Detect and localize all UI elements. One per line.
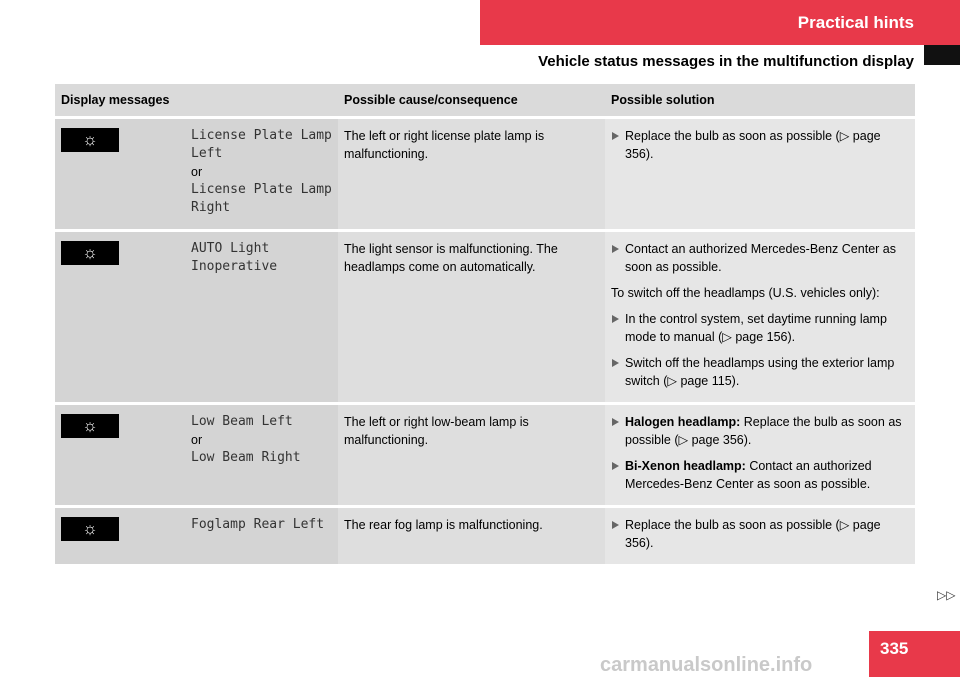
table-header-row <box>55 84 915 118</box>
solution-step-label: Bi-Xenon headlamp: <box>625 459 746 473</box>
lamp-malfunction-icon: ☼ <box>61 241 119 265</box>
section-title: Practical hints <box>797 12 914 32</box>
cause-cell: The left or right low-beam lamp is malfunctioning. <box>338 404 605 507</box>
solution-note: To switch off the headlamps (U.S. vehicles only): <box>611 286 880 300</box>
display-message: Low Beam Right <box>191 450 301 465</box>
solution-step: Replace the bulb as soon as possible (▷ page 356). <box>611 127 909 163</box>
solution-cell <box>605 231 915 404</box>
watermark: carmanualsonline.info <box>600 654 813 676</box>
header-accent-bar <box>924 45 960 65</box>
display-message-cell <box>185 231 338 404</box>
display-message: AUTO Light Inoperative <box>191 241 278 274</box>
display-message: Low Beam Left <box>191 414 293 429</box>
cause-cell: The rear fog lamp is malfunctioning. <box>338 507 605 566</box>
solution-step: Switch off the headlamps using the exterior lamp switch (▷ page 115). <box>611 354 909 390</box>
display-message-cell <box>185 404 338 507</box>
table-row <box>55 118 915 231</box>
lamp-malfunction-icon: ☼ <box>61 128 119 152</box>
icon-cell <box>55 404 185 507</box>
display-message: License Plate Lamp Left <box>191 128 332 161</box>
lamp-malfunction-icon: ☼ <box>61 414 119 438</box>
solution-step-text: Replace the bulb as soon as possible (▷ page 356). <box>625 415 902 447</box>
display-message: License Plate Lamp Right <box>191 182 332 215</box>
column-header-solution: Possible solution <box>605 84 915 118</box>
lamp-malfunction-icon: ☼ <box>61 517 119 541</box>
solution-step <box>611 457 909 493</box>
column-header-cause: Possible cause/consequence <box>338 84 605 118</box>
page-subtitle: Vehicle status messages in the multifunction display <box>538 53 914 70</box>
or-separator: or <box>191 165 203 179</box>
table-row <box>55 231 915 404</box>
solution-step: Replace the bulb as soon as possible (▷ page 356). <box>611 516 909 552</box>
solution-cell <box>605 404 915 507</box>
icon-cell <box>55 118 185 231</box>
cause-cell: The left or right license plate lamp is malfunctioning. <box>338 118 605 231</box>
solution-cell <box>605 118 915 231</box>
display-message-cell <box>185 118 338 231</box>
page-number: 335 <box>869 631 960 677</box>
continued-marker: ▷▷ <box>937 588 956 602</box>
solution-step <box>611 413 909 449</box>
solution-cell <box>605 507 915 566</box>
solution-step: In the control system, set daytime running lamp mode to manual (▷ page 156). <box>611 310 909 346</box>
column-header-display: Display messages <box>55 84 338 118</box>
solution-step: Contact an authorized Mercedes-Benz Center as soon as possible. <box>611 240 909 276</box>
solution-step-label: Halogen headlamp: <box>625 415 741 429</box>
icon-cell <box>55 231 185 404</box>
or-separator: or <box>191 433 203 447</box>
cause-cell: The light sensor is malfunctioning. The headlamps come on automatically. <box>338 231 605 404</box>
solution-step-text: Contact an authorized Mercedes-Benz Center as soon as possible. <box>625 459 872 491</box>
section-header <box>480 0 960 45</box>
table-row <box>55 507 915 566</box>
status-messages-table <box>55 84 915 567</box>
table-row <box>55 404 915 507</box>
display-message: Foglamp Rear Left <box>191 517 325 532</box>
display-message-cell <box>185 507 338 566</box>
icon-cell <box>55 507 185 566</box>
